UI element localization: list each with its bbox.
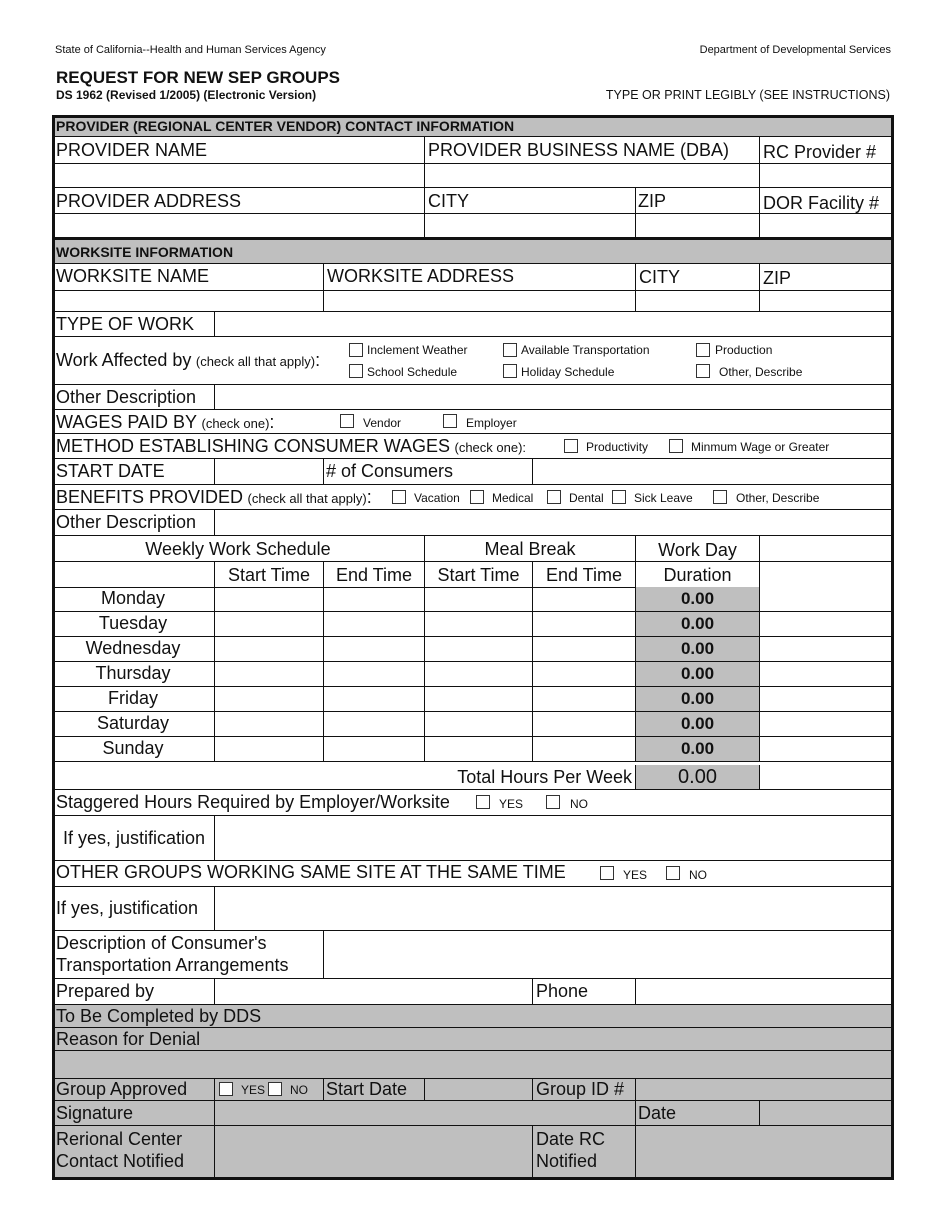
day-label: Monday (100, 588, 166, 608)
work-end-time-input[interactable] (323, 687, 424, 711)
vendor-checkbox[interactable] (340, 414, 354, 428)
method-label-group (56, 436, 526, 457)
duration-cell (635, 687, 759, 711)
dor-input[interactable] (759, 214, 894, 237)
duration-label: Duration (663, 565, 732, 585)
dor-label: DOR Facility # (763, 193, 880, 213)
worksite-name-label: WORKSITE NAME (56, 266, 210, 286)
meal-end-time-input[interactable] (532, 662, 635, 686)
benefits-label: BENEFITS PROVIDED (56, 487, 244, 507)
duration-value: 0.00 (680, 739, 715, 758)
zip-label: ZIP (638, 191, 667, 211)
employer-checkbox[interactable] (443, 414, 457, 428)
duration-cell (635, 587, 759, 611)
consumers-label-cell (323, 459, 532, 484)
city-label-cell (424, 188, 635, 213)
other-groups-no-checkbox[interactable] (666, 866, 680, 880)
provider-address-input[interactable] (52, 214, 424, 237)
workday-label: Work Day (658, 540, 737, 560)
transportation-row (52, 931, 894, 979)
duration-value: 0.00 (680, 689, 715, 708)
worksite-address-label-cell (323, 264, 635, 290)
meal-break-label-cell (424, 536, 635, 561)
vendor-option: Vendor (363, 416, 402, 430)
production-option: Production (715, 343, 773, 357)
wages-paid-row (52, 410, 894, 434)
affected-other-option: Other, Describe (719, 365, 803, 379)
phone-label-cell (532, 979, 635, 1004)
worksite-name-input[interactable] (52, 291, 323, 311)
wages-colon: : (269, 412, 275, 432)
benefits-other-checkbox[interactable] (713, 490, 727, 504)
provider-name-input[interactable] (52, 164, 424, 187)
date-label-cell (635, 1101, 759, 1125)
provider-section-header (52, 115, 894, 137)
affected-other-checkbox[interactable] (696, 364, 710, 378)
other-groups-justification-label: If yes, justification (56, 898, 199, 918)
agency-name: State of California--Health and Human Services Agency (55, 44, 326, 56)
start-date-row (52, 459, 894, 485)
type-of-work-row (52, 312, 894, 337)
total-hours-label: Total Hours Per Week (457, 767, 632, 787)
work-end-time-header (323, 562, 424, 587)
benefits-colon: : (366, 487, 372, 507)
address-input-row (52, 214, 894, 240)
transportation-label-line1: Description of Consumer's (56, 933, 267, 953)
duration-cell (635, 612, 759, 636)
meal-start-time-input[interactable] (424, 737, 532, 761)
method-wages-row (52, 434, 894, 459)
meal-end-time-input[interactable] (532, 612, 635, 636)
rc-contact-row (52, 1126, 894, 1180)
meal-start-time-input[interactable] (424, 637, 532, 661)
work-affected-label: Work Affected by (56, 350, 192, 370)
date-rc-label-cell (532, 1126, 635, 1180)
denial-reason-input[interactable] (52, 1051, 894, 1079)
schedule-side-column (759, 562, 894, 790)
dental-option: Dental (569, 491, 604, 505)
benefits-note: (check all that apply) (247, 491, 367, 506)
rc-provider-input[interactable] (759, 164, 894, 187)
other-description-input[interactable] (214, 385, 894, 409)
medical-option: Medical (492, 491, 534, 505)
group-id-input[interactable] (635, 1079, 894, 1100)
provider-name-label: PROVIDER NAME (56, 140, 208, 160)
day-label: Friday (107, 688, 158, 708)
staggered-yes-label: YES (499, 797, 524, 811)
approved-no-label: NO (290, 1083, 308, 1097)
day-label: Thursday (95, 663, 171, 683)
available-transportation-checkbox[interactable] (503, 343, 517, 357)
meal-start-time-label: Start Time (437, 565, 520, 585)
total-side-edge (759, 765, 760, 789)
inclement-weather-checkbox[interactable] (349, 343, 363, 357)
date-rc-input[interactable] (635, 1126, 894, 1180)
form-title: REQUEST FOR NEW SEP GROUPS (56, 68, 341, 87)
staggered-justification-label: If yes, justification (63, 828, 206, 848)
address-labels-row (52, 188, 894, 214)
benefits-other-description-input[interactable] (214, 510, 894, 535)
other-groups-yes-label: YES (623, 868, 648, 882)
work-affected-label-group (56, 350, 320, 371)
group-id-label: Group ID # (536, 1079, 625, 1099)
weekly-schedule-label: Weekly Work Schedule (145, 539, 331, 559)
consumers-label: # of Consumers (326, 461, 454, 481)
date-label: Date (638, 1103, 677, 1123)
medical-checkbox[interactable] (470, 490, 484, 504)
work-end-time-input[interactable] (323, 637, 424, 661)
worksite-address-input[interactable] (323, 291, 635, 311)
meal-start-time-input[interactable] (424, 712, 532, 736)
work-start-time-input[interactable] (214, 712, 323, 736)
staggered-hours-row (52, 790, 894, 816)
meal-end-time-label: End Time (545, 565, 623, 585)
school-schedule-checkbox[interactable] (349, 364, 363, 378)
benefits-row (52, 485, 894, 510)
meal-break-label: Meal Break (484, 539, 576, 559)
worksite-zip-input[interactable] (759, 291, 894, 311)
work-affected-note: (check all that apply) (195, 354, 316, 369)
type-of-work-label: TYPE OF WORK (56, 314, 195, 334)
dba-label-cell (424, 137, 759, 163)
provider-city-input[interactable] (424, 214, 635, 237)
approved-yes-label: YES (241, 1083, 266, 1097)
employer-option: Employer (466, 416, 517, 430)
phone-input[interactable] (635, 979, 894, 1004)
minimum-wage-checkbox[interactable] (669, 439, 683, 453)
work-affected-row (52, 337, 894, 385)
meal-start-time-input[interactable] (424, 612, 532, 636)
worksite-input-row (52, 291, 894, 312)
workday-label-cell (635, 536, 759, 561)
start-date-label: START DATE (56, 461, 165, 481)
other-groups-yes-checkbox[interactable] (600, 866, 614, 880)
approved-yes-checkbox[interactable] (219, 1082, 233, 1096)
city-label: CITY (428, 191, 470, 211)
worksite-section-header (52, 240, 894, 264)
group-id-label-cell (532, 1079, 635, 1100)
other-groups-row (52, 861, 894, 887)
form-id: DS 1962 (Revised 1/2005) (Electronic Version) (56, 88, 317, 102)
meal-start-time-input[interactable] (424, 662, 532, 686)
group-approved-options (214, 1079, 323, 1100)
rc-provider-label: RC Provider # (763, 142, 877, 162)
duration-value: 0.00 (680, 589, 715, 608)
total-hours-cell (635, 765, 759, 789)
other-groups-label: OTHER GROUPS WORKING SAME SITE AT THE SAME TIME (56, 862, 566, 882)
staggered-justification-input[interactable] (214, 816, 894, 860)
schedule-header-row-1 (52, 536, 894, 562)
inclement-weather-option: Inclement Weather (367, 343, 468, 357)
other-description-label: Other Description (56, 387, 197, 407)
worksite-address-label: WORKSITE ADDRESS (327, 266, 515, 286)
duration-value: 0.00 (680, 639, 715, 658)
total-hours-row (52, 765, 894, 790)
work-end-time-input[interactable] (323, 712, 424, 736)
benefits-other-description-label: Other Description (56, 512, 197, 532)
dds-start-date-label: Start Date (326, 1079, 408, 1099)
production-checkbox[interactable] (696, 343, 710, 357)
consumers-input[interactable] (532, 459, 894, 484)
method-note: (check one): (454, 440, 527, 455)
work-end-time-input[interactable] (323, 612, 424, 636)
type-of-work-input[interactable] (214, 312, 894, 336)
transportation-input[interactable] (323, 931, 894, 978)
department-name: Department of Developmental Services (699, 44, 891, 56)
prepared-by-row (52, 979, 894, 1005)
work-start-time-input[interactable] (214, 662, 323, 686)
productivity-option: Productivity (586, 440, 649, 454)
signature-row (52, 1101, 894, 1126)
benefits-other-option: Other, Describe (736, 491, 820, 505)
benefits-label-group (56, 487, 372, 508)
worksite-section-title: WORKSITE INFORMATION (56, 244, 234, 260)
dds-start-date-input[interactable] (424, 1079, 532, 1100)
duration-cell (635, 637, 759, 661)
staggered-hours-label: Staggered Hours Required by Employer/Worksite (56, 792, 450, 812)
start-date-input[interactable] (214, 459, 323, 484)
dds-section-header (52, 1005, 894, 1028)
meal-end-time-input[interactable] (532, 687, 635, 711)
signature-input[interactable] (214, 1101, 635, 1125)
meal-start-time-input[interactable] (424, 687, 532, 711)
work-start-time-input[interactable] (214, 687, 323, 711)
work-end-time-input[interactable] (323, 587, 424, 611)
duration-cell (635, 662, 759, 686)
sick-leave-checkbox[interactable] (612, 490, 626, 504)
approved-no-checkbox[interactable] (268, 1082, 282, 1096)
wages-note: (check one) (201, 416, 270, 431)
zip-label-cell (635, 188, 759, 213)
wages-label-group (56, 412, 274, 433)
rc-provider-label-cell (759, 137, 894, 163)
worksite-zip-label: ZIP (763, 268, 792, 288)
prepared-by-input[interactable] (214, 979, 532, 1004)
dor-label-cell (759, 188, 894, 213)
work-end-time-input[interactable] (323, 737, 424, 761)
work-start-time-input[interactable] (214, 637, 323, 661)
available-transportation-option: Available Transportation (521, 343, 650, 357)
meal-end-time-input[interactable] (532, 637, 635, 661)
day-label: Wednesday (85, 638, 181, 658)
vacation-checkbox[interactable] (392, 490, 406, 504)
provider-input-row (52, 164, 894, 188)
dba-label: PROVIDER BUSINESS NAME (DBA) (428, 140, 730, 160)
rc-contact-label-line1: Rerional Center (56, 1129, 183, 1149)
group-approved-label: Group Approved (56, 1079, 188, 1099)
day-label: Saturday (96, 713, 170, 733)
sick-leave-option: Sick Leave (634, 491, 693, 505)
duration-header (635, 562, 759, 587)
duration-cell (635, 737, 759, 761)
other-groups-justification-input[interactable] (214, 887, 894, 930)
phone-label: Phone (536, 981, 589, 1001)
dds-start-date-label-cell (323, 1079, 424, 1100)
duration-value: 0.00 (680, 714, 715, 733)
method-label: METHOD ESTABLISHING CONSUMER WAGES (56, 436, 451, 456)
other-description-row (52, 385, 894, 410)
duration-cell (635, 712, 759, 736)
worksite-city-label: CITY (639, 267, 681, 287)
denial-reason-label: Reason for Denial (56, 1029, 201, 1049)
provider-zip-input[interactable] (635, 214, 759, 237)
day-label: Sunday (102, 738, 164, 758)
worksite-zip-label-cell (759, 264, 894, 290)
worksite-labels-row (52, 264, 894, 291)
provider-address-label: PROVIDER ADDRESS (56, 191, 242, 211)
meal-end-time-input[interactable] (532, 587, 635, 611)
rc-contact-label-line2: Contact Notified (56, 1151, 185, 1171)
provider-labels-row (52, 137, 894, 164)
other-groups-justification-row (52, 887, 894, 931)
denial-reason-row (52, 1028, 894, 1051)
date-input[interactable] (759, 1101, 894, 1125)
day-label: Tuesday (98, 613, 168, 633)
work-affected-colon: : (315, 350, 321, 370)
work-end-time-input[interactable] (323, 662, 424, 686)
date-rc-label-line1: Date RC (536, 1129, 606, 1149)
other-groups-no-label: NO (689, 868, 707, 882)
productivity-checkbox[interactable] (564, 439, 578, 453)
rc-contact-input[interactable] (214, 1126, 532, 1180)
vacation-option: Vacation (414, 491, 460, 505)
staggered-yes-checkbox[interactable] (476, 795, 490, 809)
work-start-time-header (214, 562, 323, 587)
signature-label: Signature (56, 1103, 134, 1123)
meal-start-time-header (424, 562, 532, 587)
date-rc-label-line2: Notified (536, 1151, 598, 1171)
transportation-label-line2: Transportation Arrangements (56, 955, 289, 975)
work-start-time-label: Start Time (227, 565, 311, 585)
form-instructions: TYPE OR PRINT LEGIBLY (SEE INSTRUCTIONS) (605, 88, 890, 102)
work-start-time-input[interactable] (214, 737, 323, 761)
dental-checkbox[interactable] (547, 490, 561, 504)
worksite-city-label-cell (635, 264, 759, 290)
total-hours-value: 0.00 (678, 766, 717, 788)
work-start-time-input[interactable] (214, 612, 323, 636)
schedule-side-blank (759, 536, 894, 561)
meal-end-time-input[interactable] (532, 712, 635, 736)
group-approved-row (52, 1079, 894, 1101)
work-end-time-label: End Time (335, 565, 413, 585)
meal-end-time-header (532, 562, 635, 587)
wages-label: WAGES PAID BY (56, 412, 198, 432)
school-schedule-option: School Schedule (367, 365, 458, 379)
staggered-no-checkbox[interactable] (546, 795, 560, 809)
meal-end-time-input[interactable] (532, 737, 635, 761)
staggered-no-label: NO (570, 797, 588, 811)
holiday-schedule-option: Holiday Schedule (521, 365, 615, 379)
duration-value: 0.00 (680, 664, 715, 683)
minimum-wage-option: Minmum Wage or Greater (691, 440, 830, 454)
staggered-justification-row (52, 816, 894, 861)
benefits-other-description-row (52, 510, 894, 536)
worksite-city-input[interactable] (635, 291, 759, 311)
dba-input[interactable] (424, 164, 759, 187)
meal-start-time-input[interactable] (424, 587, 532, 611)
sep-request-form (52, 115, 894, 1180)
dds-section-title: To Be Completed by DDS (56, 1006, 262, 1026)
holiday-schedule-checkbox[interactable] (503, 364, 517, 378)
duration-value: 0.00 (680, 614, 715, 633)
prepared-by-label: Prepared by (56, 981, 155, 1001)
provider-section-title: PROVIDER (REGIONAL CENTER VENDOR) CONTACT INFORMATION (56, 118, 515, 134)
work-start-time-input[interactable] (214, 587, 323, 611)
